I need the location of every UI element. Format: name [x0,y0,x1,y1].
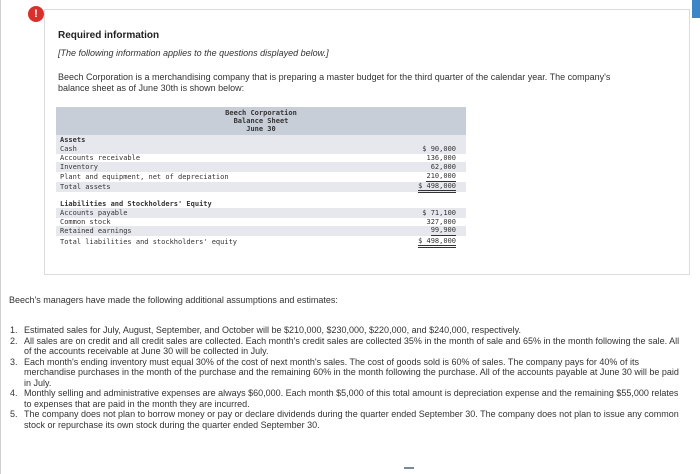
item-number: 2. [10,335,18,346]
total-liabilities-row [56,237,466,247]
assumptions-list [10,325,680,430]
row-amount: $ 498,000 [418,237,456,248]
table-row [56,226,466,236]
assets-heading: Assets [60,136,86,144]
row-amount: $ 71,100 [422,209,456,217]
item-text: Each month's ending inventory must equal 30% of the cost of next month's sales. The cost of goods sold is 60% of sales. The company pays for 40% of its merchandise purchases in the month of the purchase and the remaining 60% in the month following the purchase. All of the accounts payable at June 30 will be paid in July. [24,356,679,388]
list-item [10,409,680,430]
item-number: 4. [10,388,18,398]
list-item [10,357,680,389]
liabilities-heading: Liabilities and Stockholders' Equity [60,200,212,208]
item-number: 3. [10,356,18,367]
row-amount: 136,000 [426,154,456,162]
row-label: Total liabilities and stockholders' equity [60,238,238,246]
row-amount: $ 90,000 [422,145,456,153]
total-assets-row [56,182,466,192]
row-label: Common stock [60,218,111,226]
list-item [10,388,680,409]
intro-paragraph: Beech Corporation is a merchandising company that is preparing a master budget for the third quarter of the calendar year. The company's balance sheet as of June 30th is shown below: [58,72,611,93]
row-amount: 327,000 [426,218,456,226]
alert-icon: ! [28,6,44,22]
row-label: Cash [60,145,77,153]
statement-title: Balance Sheet [233,117,289,125]
row-label: Inventory [60,163,98,171]
company-name: Beech Corporation [225,109,297,117]
list-item [10,336,680,357]
row-amount: $ 498,000 [418,182,456,193]
balance-sheet [56,107,466,259]
row-label: Plant and equipment, net of depreciation [60,173,229,181]
scroll-accent [692,0,700,18]
row-label: Accounts payable [60,209,128,217]
row-label: Retained earnings [60,227,132,235]
list-item [10,325,680,336]
statement-date: June 30 [246,125,276,133]
scroll-indicator[interactable] [404,467,414,469]
row-label: Accounts receivable [60,154,141,162]
table-row [56,172,466,182]
row-amount: 62,000 [430,163,456,171]
item-text: All sales are on credit and all credit sales are collected. Each month's credit sales are collected 35% in the month of sale and 65% in the month following the sale. All of the accounts receivable at June 30 will be collected in July. [24,335,680,356]
item-number: 5. [10,409,18,419]
row-label: Total assets [60,183,111,191]
item-text: Estimated sales for July, August, September, and October will be $210,000, $230,000, $220,000, and $240,000, respectively. [24,325,521,335]
row-amount: 210,000 [426,172,456,180]
required-information-title: Required information [58,30,160,41]
table-row [56,162,466,172]
item-text: The company does not plan to borrow money or pay or declare dividends during the quarter ended September 30. The company does not plan to issue any common stock or repurchase its own stock during the quarter ended September 30. [24,409,679,430]
assumptions-intro: Beech's managers have made the following additional assumptions and estimates: [9,295,338,305]
instructions-note: [The following information applies to the questions displayed below.] [58,48,329,58]
row-amount: 99,900 [430,226,456,234]
item-text: Monthly selling and administrative expenses are always $60,000. Each month $5,000 of this total amount is depreciation expense and the remaining $55,000 relates to expenses that are paid in the month they are incurred. [24,388,679,409]
item-number: 1. [10,325,18,335]
